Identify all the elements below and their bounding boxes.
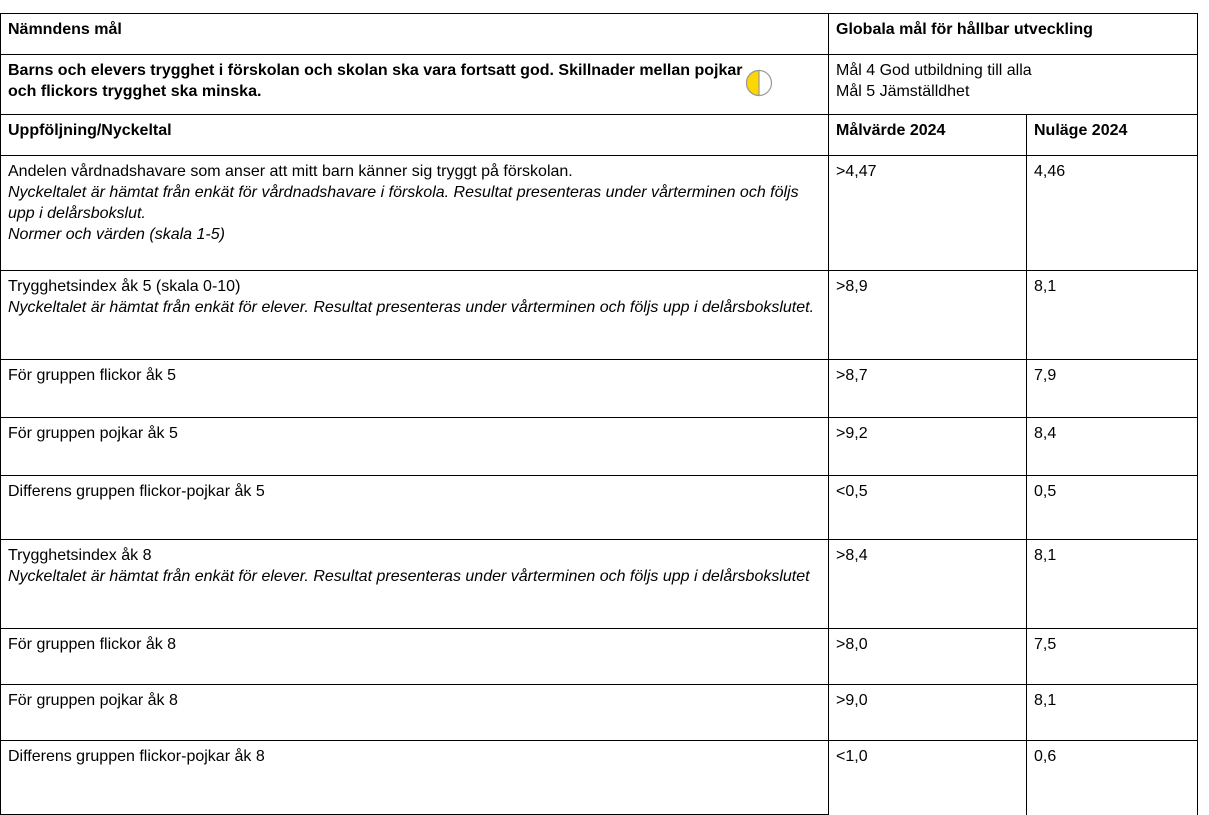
- table-row: [1, 540, 1198, 629]
- kpi-title: För gruppen flickor åk 8: [1, 629, 829, 685]
- current-value: 7,5: [1027, 629, 1198, 685]
- target-value: >8,0: [829, 629, 1027, 685]
- current-value: 0,5: [1027, 476, 1198, 540]
- kpi-title: För gruppen flickor åk 5: [1, 360, 829, 418]
- table-row: [1, 156, 1198, 271]
- global-goal-item: Mål 4 God utbildning till alla: [836, 62, 1032, 79]
- current-value: 8,1: [1027, 271, 1198, 360]
- target-value: >4,47: [829, 156, 1027, 271]
- kpi-title: För gruppen pojkar åk 8: [1, 685, 829, 741]
- goal-table: [0, 13, 1198, 815]
- global-goal-item: Mål 5 Jämställdhet: [836, 83, 970, 100]
- kpi-title: Andelen vårdnadshavare som anser att mitt barn känner sig tryggt på förskolan.: [8, 163, 573, 180]
- table-header-row: [1, 14, 1198, 55]
- target-value: >8,9: [829, 271, 1027, 360]
- current-value: 4,46: [1027, 156, 1198, 271]
- current-value: 8,4: [1027, 418, 1198, 476]
- goal-text: Barns och elevers trygghet i förskolan och skolan ska vara fortsatt god. Skillnader mellan pojkar och flickors trygghet ska minska.: [8, 62, 743, 100]
- kpi-title: För gruppen pojkar åk 5: [1, 418, 829, 476]
- table-subheader-row: [1, 115, 1198, 156]
- header-nämndens-mål: Nämndens mål: [1, 14, 829, 55]
- current-value: 7,9: [1027, 360, 1198, 418]
- kpi-cell: [1, 271, 829, 360]
- kpi-cell: [1, 540, 829, 629]
- current-value: 8,1: [1027, 540, 1198, 629]
- table-row: [1, 271, 1198, 360]
- global-goals-cell: [829, 55, 1198, 115]
- target-value: >9,0: [829, 685, 1027, 741]
- subheader-uppföljning: Uppföljning/Nyckeltal: [1, 115, 829, 156]
- table-row: [1, 629, 1198, 685]
- kpi-cell: [1, 156, 829, 271]
- target-value: <0,5: [829, 476, 1027, 540]
- kpi-note: Nyckeltalet är hämtat från enkät för vårdnadshavare i förskola. Resultat presenteras under vårterminen och följs upp i delårsbokslut.: [8, 184, 799, 222]
- kpi-note: Nyckeltalet är hämtat från enkät för elever. Resultat presenteras under vårterminen och följs upp i delårsbokslutet: [8, 568, 810, 585]
- half-filled-circle-icon: [745, 69, 773, 97]
- target-value: >8,7: [829, 360, 1027, 418]
- goal-cell: [1, 55, 829, 115]
- subheader-målvärde: Målvärde 2024: [829, 115, 1027, 156]
- current-value: 0,6: [1027, 741, 1198, 815]
- kpi-title: Differens gruppen flickor-pojkar åk 8: [1, 741, 829, 815]
- target-value: >8,4: [829, 540, 1027, 629]
- table-row: [1, 476, 1198, 540]
- target-value: <1,0: [829, 741, 1027, 815]
- subheader-nuläge: Nuläge 2024: [1027, 115, 1198, 156]
- kpi-title: Trygghetsindex åk 5 (skala 0-10): [8, 278, 241, 295]
- kpi-title: Trygghetsindex åk 8: [8, 547, 152, 564]
- kpi-title: Differens gruppen flickor-pojkar åk 5: [1, 476, 829, 540]
- table-row: [1, 418, 1198, 476]
- header-globala-mål: Globala mål för hållbar utveckling: [829, 14, 1198, 55]
- table-row: [1, 685, 1198, 741]
- table-row: [1, 741, 1198, 815]
- current-value: 8,1: [1027, 685, 1198, 741]
- goal-row: [1, 55, 1198, 115]
- kpi-note: Nyckeltalet är hämtat från enkät för elever. Resultat presenteras under vårterminen och följs upp i delårsbokslutet.: [8, 299, 815, 316]
- target-value: >9,2: [829, 418, 1027, 476]
- table-row: [1, 360, 1198, 418]
- kpi-note-2: Normer och värden (skala 1-5): [8, 226, 225, 243]
